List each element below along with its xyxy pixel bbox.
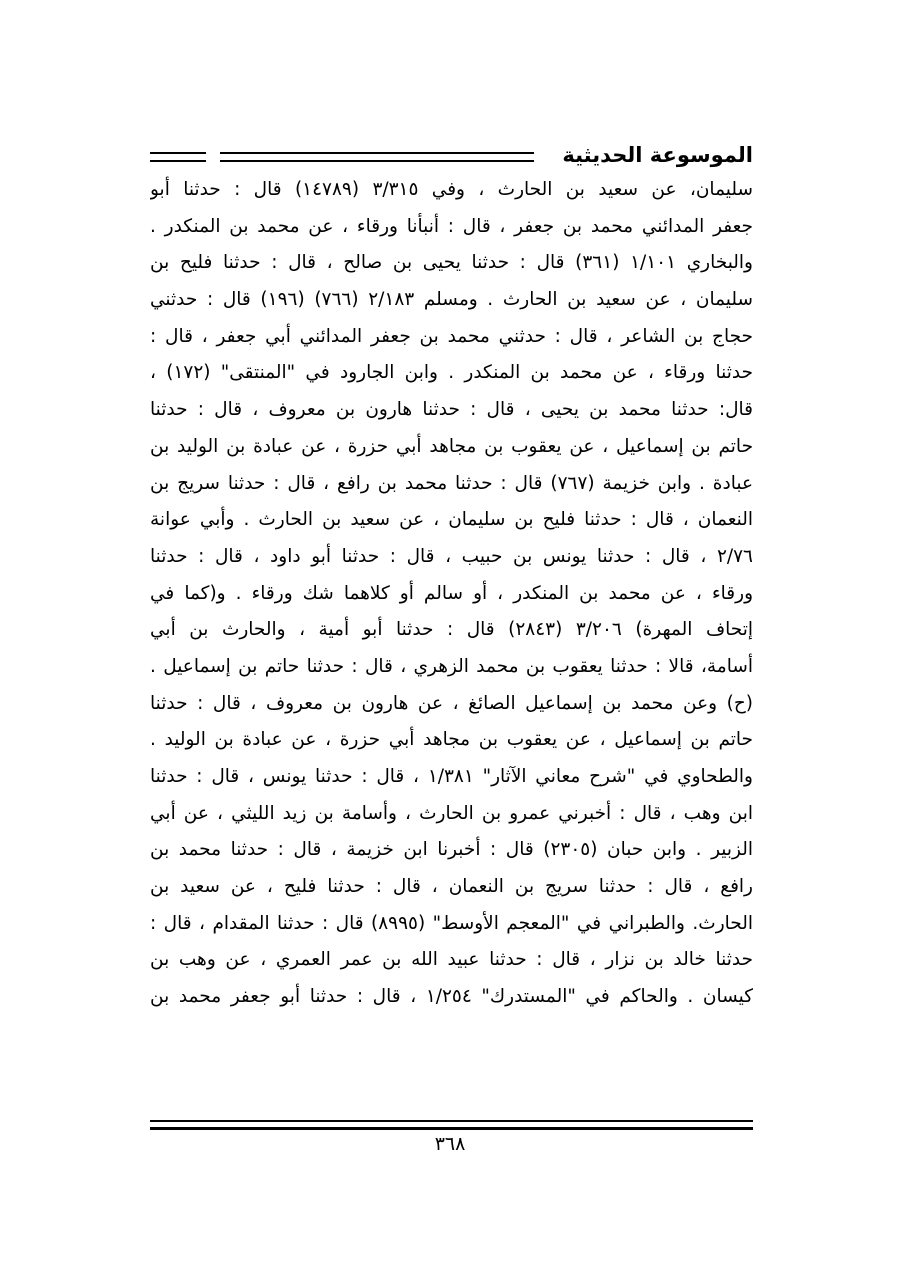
text-line: جعفر المدائني محمد بن جعفر ، قال : أنبأنا ورقاء ، عن محمد بن المنكدر . bbox=[150, 215, 753, 237]
header-title-box bbox=[534, 140, 753, 170]
header-title: الموسوعة الحديثية bbox=[548, 143, 753, 167]
text-line: الزبير . وابن حبان (٢٣٠٥) قال : أخبرنا ابن خزيمة ، قال : حدثنا محمد بن bbox=[150, 839, 753, 861]
header-rule-short bbox=[150, 152, 206, 162]
footer-rule bbox=[150, 1120, 753, 1130]
text-line: ورقاء ، عن محمد بن المنكدر ، أو سالم أو كلاهما شك ورقاء . و(كما في bbox=[150, 582, 753, 604]
text-line: قال: حدثنا محمد بن يحيى ، قال : حدثنا هارون بن معروف ، قال : حدثنا bbox=[150, 399, 753, 421]
text-line: الحارث. والطبراني في "المعجم الأوسط" (٨٩٩٥) قال : حدثنا المقدام ، قال : bbox=[150, 912, 753, 934]
text-line: حاتم بن إسماعيل ، عن يعقوب بن مجاهد أبي حزرة ، عن عبادة بن الوليد . bbox=[150, 729, 753, 751]
text-line: حدثنا خالد بن نزار ، قال : حدثنا عبيد الله بن عمر العمري ، عن وهب بن bbox=[150, 949, 753, 971]
running-header bbox=[150, 140, 753, 170]
text-line: والطحاوي في "شرح معاني الآثار" ١/٣٨١ ، قال : حدثنا يونس ، قال : حدثنا bbox=[150, 766, 753, 787]
page-number: ٣٦٨ bbox=[434, 1133, 466, 1155]
text-line: حجاج بن الشاعر ، قال : حدثني محمد بن جعفر المدائني أبي جعفر ، قال : bbox=[150, 325, 753, 347]
text-line: النعمان ، قال : حدثنا فليح بن سليمان ، عن سعيد بن الحارث . وأبي عوانة bbox=[150, 509, 753, 531]
text-line: سليمان، عن سعيد بن الحارث ، وفي ٣/٣١٥ (١٤٧٨٩) قال : حدثنا أبو bbox=[150, 179, 753, 200]
text-line: كيسان . والحاكم في "المستدرك" ١/٢٥٤ ، قال : حدثنا أبو جعفر محمد بن bbox=[150, 986, 753, 1008]
text-line: والبخاري ١/١٠١ (٣٦١) قال : حدثنا يحيى بن صالح ، قال : حدثنا فليح بن bbox=[150, 252, 753, 274]
header-gap bbox=[206, 140, 220, 170]
text-line: إتحاف المهرة) ٣/٢٠٦ (٢٨٤٣) قال : حدثنا أبو أمية ، والحارث بن أبي bbox=[150, 619, 753, 641]
text-line: ابن وهب ، قال : أخبرني عمرو بن الحارث ، وأسامة بن زيد الليثي ، عن أبي bbox=[150, 802, 753, 824]
text-line: ٢/٧٦ ، قال : حدثنا يونس بن حبيب ، قال : حدثنا أبو داود ، قال : حدثنا bbox=[150, 545, 753, 567]
body-text bbox=[150, 172, 753, 1016]
text-line: سليمان ، عن سعيد بن الحارث . ومسلم ٢/١٨٣ (٧٦٦) (١٩٦) قال : حدثني bbox=[150, 289, 753, 311]
text-line: (ح) وعن محمد بن إسماعيل الصائغ ، عن هارون بن معروف ، قال : حدثنا bbox=[150, 692, 753, 714]
text-line: رافع ، قال : حدثنا سريج بن النعمان ، قال : حدثنا فليح ، عن سعيد بن bbox=[150, 876, 753, 898]
text-line: حاتم بن إسماعيل ، عن يعقوب بن مجاهد أبي حزرة ، عن عبادة بن الوليد بن bbox=[150, 435, 753, 457]
text-line: حدثنا ورقاء ، عن محمد بن المنكدر . وابن الجارود في "المنتقى" (١٧٢) ، bbox=[150, 362, 753, 384]
text-line: عبادة . وابن خزيمة (٧٦٧) قال : حدثنا محمد بن رافع ، قال : حدثنا سريج بن bbox=[150, 472, 753, 494]
text-line: أسامة، قالا : حدثنا يعقوب بن محمد الزهري ، قال : حدثنا حاتم بن إسماعيل . bbox=[150, 655, 753, 677]
